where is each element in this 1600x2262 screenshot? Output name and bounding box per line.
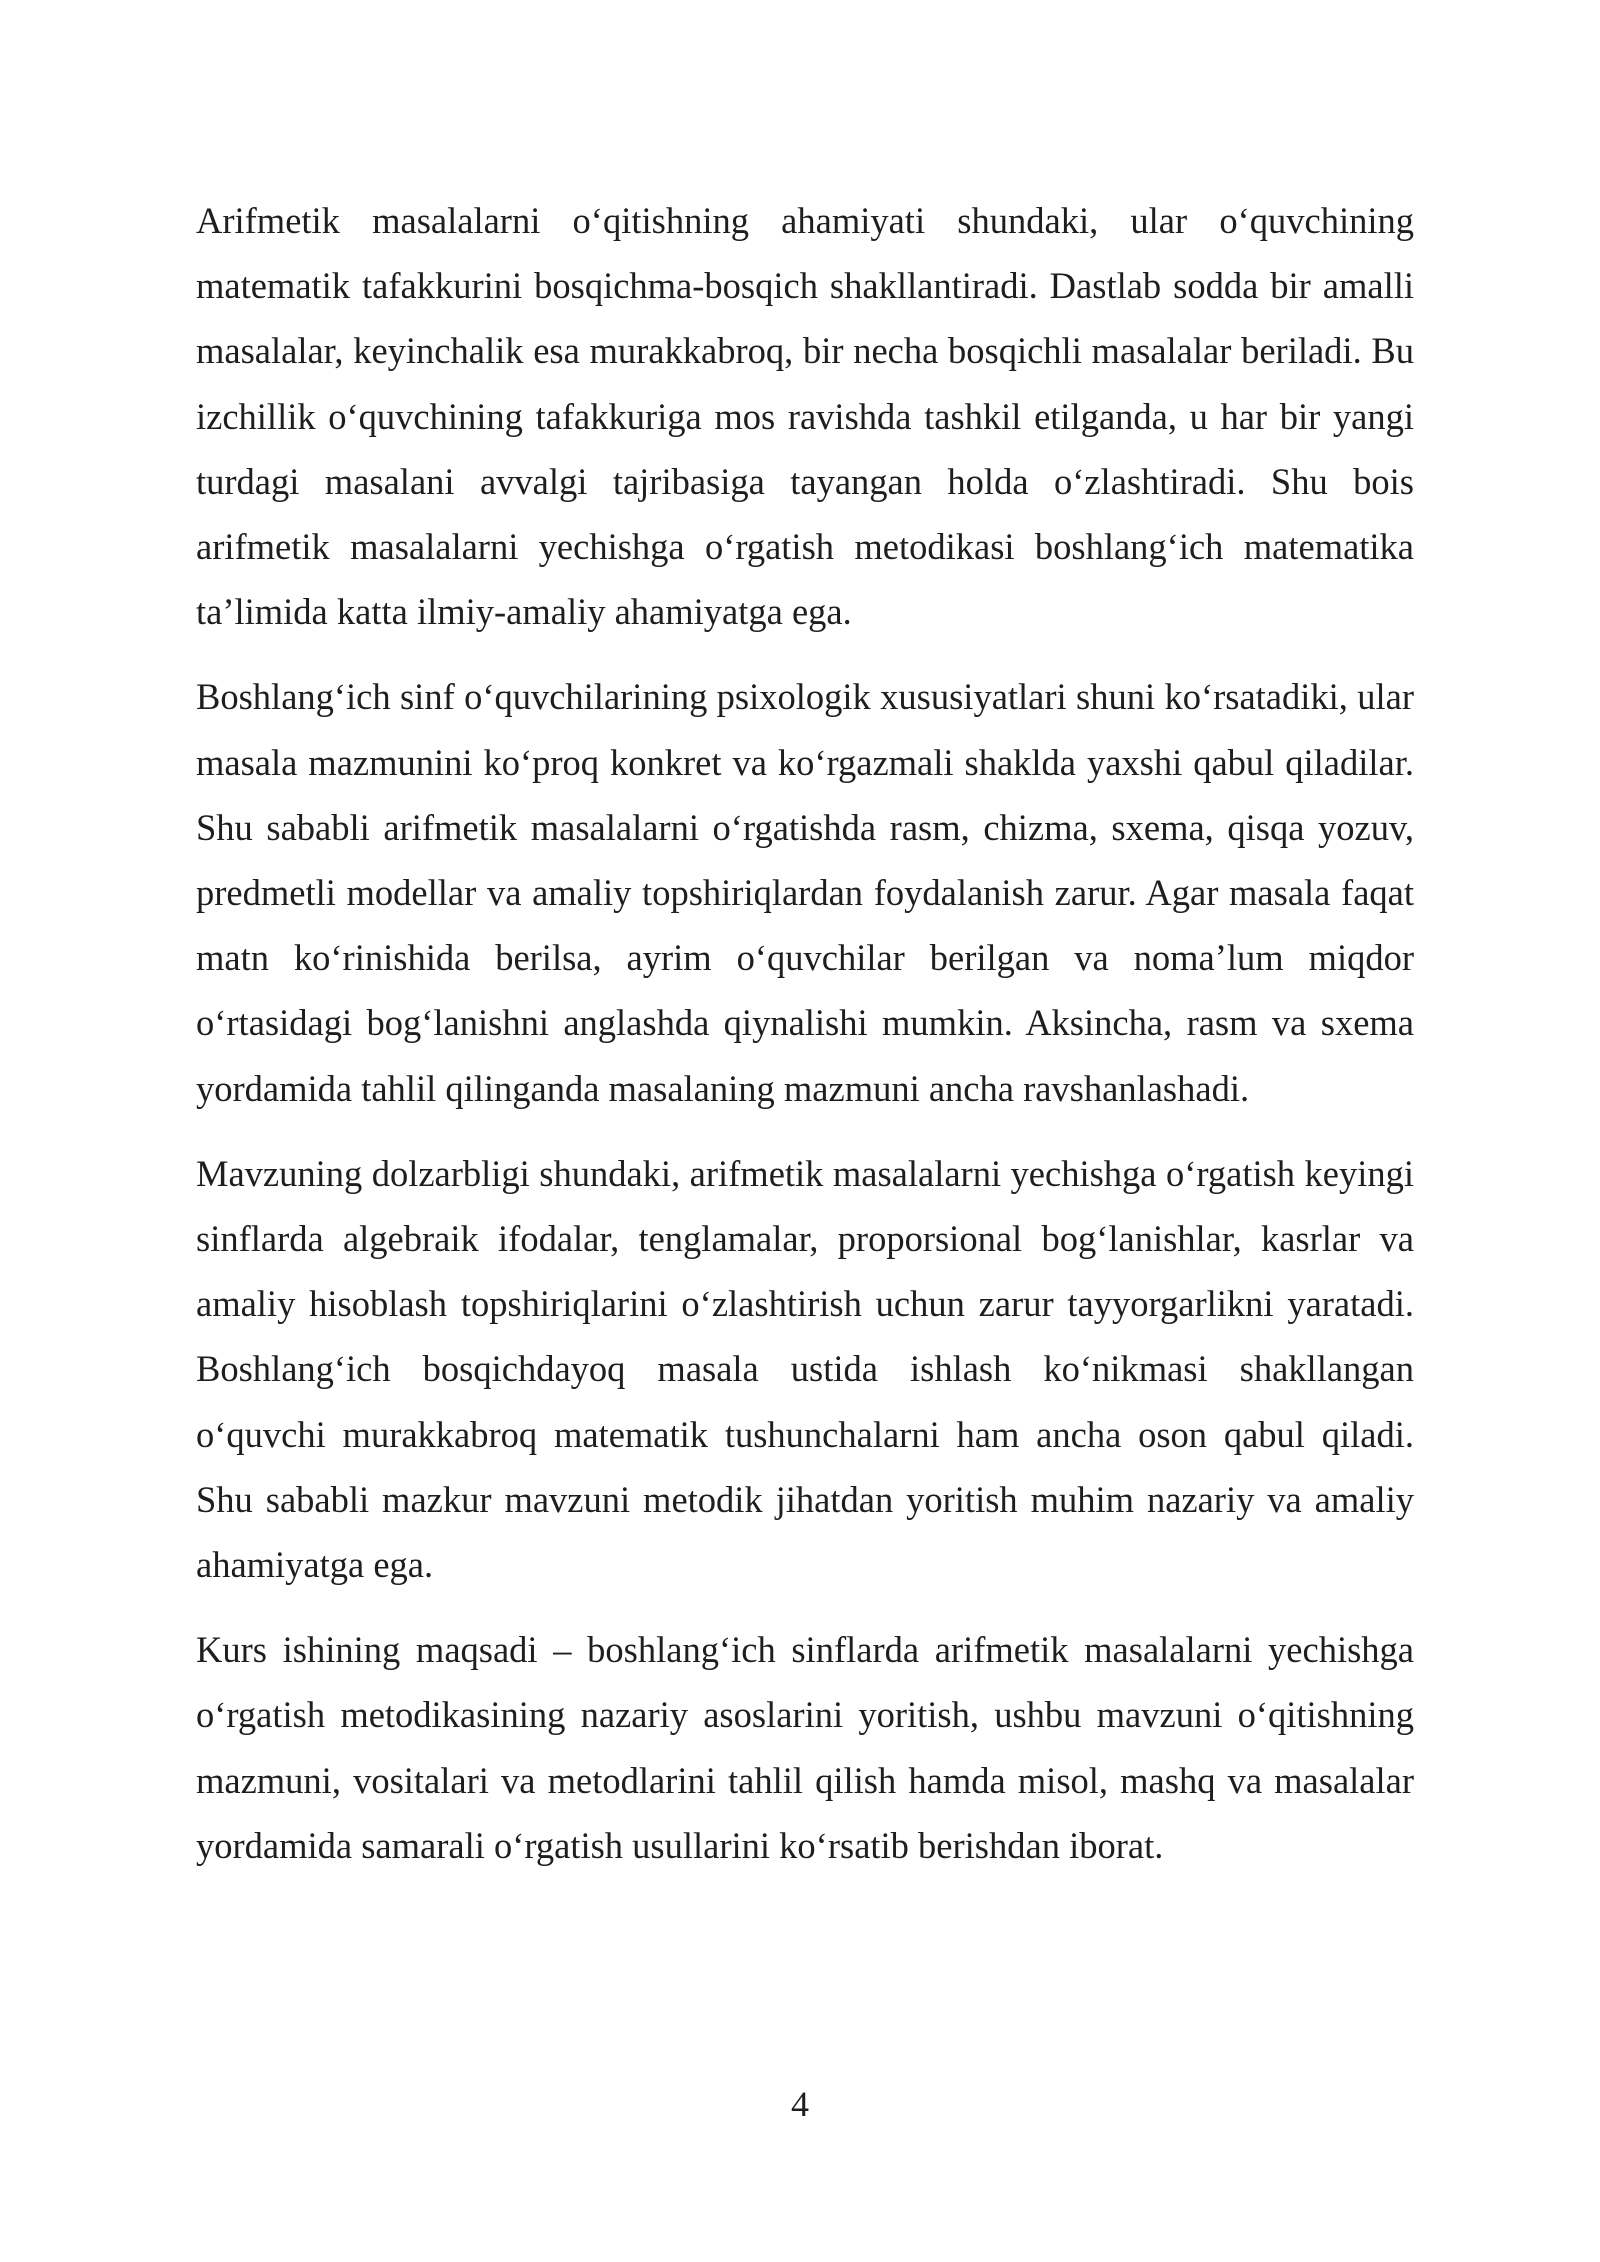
paragraph-4: Kurs ishining maqsadi – boshlang‘ich sinflarda arifmetik masalalarni yechishga o‘rgatish metodikasining nazariy asoslarini yoritish, ushbu mavzuni o‘qitishning mazmuni, vositalari va metodlarini tahlil qilish hamda misol, mashq va masalalar yordamida samarali o‘rgatish usullarini ko‘rsatib berishdan iborat. bbox=[196, 1629, 1414, 1866]
body-text bbox=[196, 188, 1414, 1898]
paragraph-2: Boshlang‘ich sinf o‘quvchilarining psixologik xususiyatlari shuni ko‘rsatadiki, ular masala mazmunini ko‘proq konkret va ko‘rgazmali shaklda yaxshi qabul qiladilar. Shu sababli arifmetik masalalarni o‘rgatishda rasm, chizma, sxema, qisqa yozuv, predmetli modellar va amaliy topshiriqlardan foydalanish zarur. Agar masala faqat matn ko‘rinishida berilsa, ayrim o‘quvchilar berilgan va noma’lum miqdor o‘rtasidagi bog‘lanishni anglashda qiynalishi mumkin. Aksincha, rasm va sxema yordamida tahlil qilinganda masalaning mazmuni ancha ravshanlashadi. bbox=[196, 676, 1414, 1109]
paragraph-1: Arifmetik masalalarni o‘qitishning ahamiyati shundaki, ular o‘quvchining matematik tafakkurini bosqichma-bosqich shakllantiradi. Dastlab sodda bir amalli masalalar, keyinchalik esa murakkabroq, bir necha bosqichli masalalar beriladi. Bu izchillik o‘quvchining tafakkuriga mos ravishda tashkil etilganda, u har bir yangi turdagi masalani avvalgi tajribasiga tayangan holda o‘zlashtiradi. Shu bois arifmetik masalalarni yechishga o‘rgatish metodikasi boshlang‘ich matematika ta’limida katta ilmiy-amaliy ahamiyatga ega. bbox=[196, 200, 1414, 633]
paragraph-3: Mavzuning dolzarbligi shundaki, arifmetik masalalarni yechishga o‘rgatish keyingi sinflarda algebraik ifodalar, tenglamalar, proporsional bog‘lanishlar, kasrlar va amaliy hisoblash topshiriqlarini o‘zlashtirish uchun zarur tayyorgarlikni yaratadi. Boshlang‘ich bosqichdayoq masala ustida ishlash ko‘nikmasi shakllangan o‘quvchi murakkabroq matematik tushunchalarni ham ancha oson qabul qiladi. Shu sababli mazkur mavzuni metodik jihatdan yoritish muhim nazariy va amaliy ahamiyatga ega. bbox=[196, 1152, 1414, 1586]
page-number: 4 bbox=[791, 2084, 809, 2124]
